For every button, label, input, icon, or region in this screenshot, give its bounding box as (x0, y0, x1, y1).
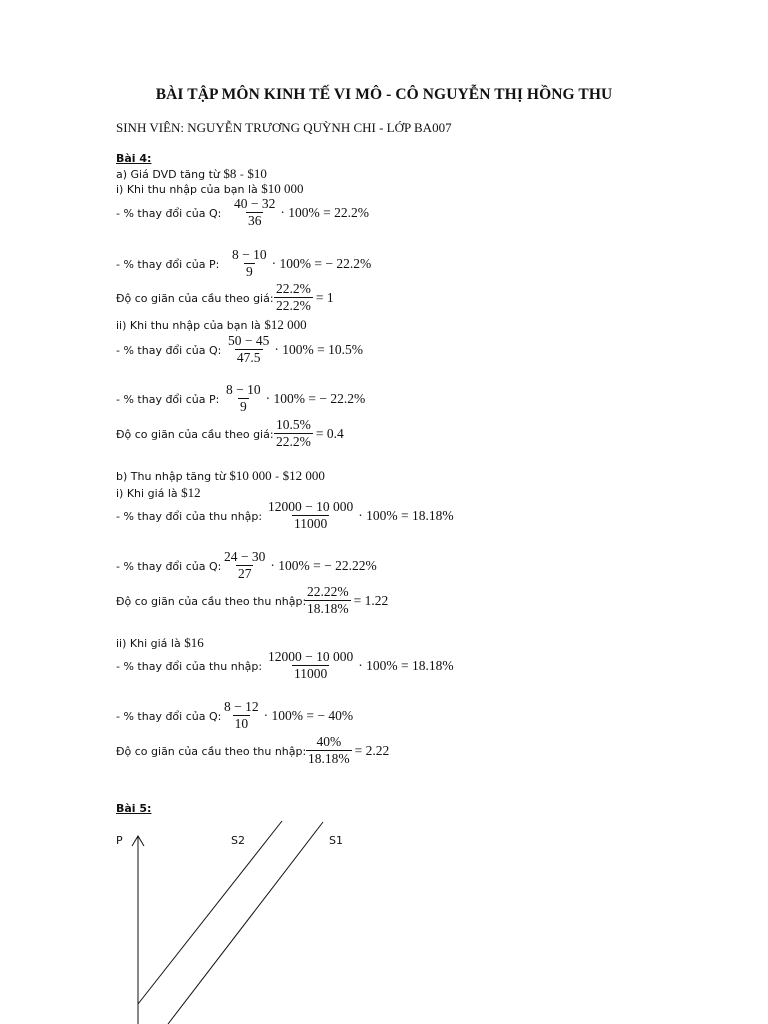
fraction-denominator: 22.2% (276, 434, 311, 449)
bai4-bi-label: i) Khi giá là (116, 487, 178, 500)
bai4-i-label: i) Khi thu nhập của bạn là (116, 183, 258, 196)
fraction-denominator: 11000 (294, 516, 328, 531)
fraction-denominator: 18.18% (308, 751, 350, 766)
fraction-numerator: 22.2% (276, 281, 311, 296)
fraction-numerator: 8 − 10 (232, 247, 267, 262)
equation-result: = 1 (315, 289, 334, 305)
bai4-bi-q-label: - % thay đổi của Q: (116, 560, 222, 573)
fraction-denominator: 10 (234, 716, 249, 731)
curve-label-s2: S2 (231, 834, 245, 847)
equation-result: · 100% = 18.18% (358, 507, 454, 523)
bai4-ii-e-label: Độ co giãn của cầu theo giá: (116, 428, 274, 441)
equation-result: · 100% = − 40% (263, 707, 354, 723)
bai4-ii-label: ii) Khi thu nhập của bạn là (116, 319, 261, 332)
fraction-numerator: 24 − 30 (224, 549, 266, 564)
equation-result: · 100% = 10.5% (274, 341, 363, 357)
bai4-a-from: $8 (223, 166, 237, 181)
fraction-denominator: 36 (247, 213, 262, 228)
fraction-numerator: 10.5% (276, 417, 311, 432)
fraction-numerator: 8 − 10 (226, 382, 261, 397)
bai4-i-e-label: Độ co giãn của cầu theo giá: (116, 292, 274, 305)
bai4-bii-value: $16 (184, 635, 204, 650)
bai4-bii-q-label: - % thay đổi của Q: (116, 710, 222, 723)
fraction-denominator: 11000 (294, 666, 328, 681)
equation-result: = 1.22 (353, 592, 389, 608)
bai4-b-dash: - (271, 470, 283, 483)
bai4-i-value: $10 000 (261, 181, 304, 196)
bai4-a-label: a) Giá DVD tăng từ (116, 168, 220, 181)
fraction-numerator: 12000 − 10 000 (268, 649, 354, 664)
fraction-denominator: 9 (239, 399, 247, 414)
bai5-heading: Bài 5: (116, 802, 152, 815)
axis-label-p: P (116, 834, 123, 847)
fraction-denominator: 9 (245, 264, 253, 279)
equation-result: · 100% = − 22.2% (271, 255, 372, 271)
fraction-numerator: 50 − 45 (228, 333, 270, 348)
bai4-i-p-label: - % thay đổi của P: (116, 258, 220, 271)
bai4-a-to: $10 (247, 166, 267, 181)
fraction-numerator: 22.22% (307, 584, 349, 599)
fraction-denominator: 18.18% (307, 601, 349, 616)
fraction-numerator: 40% (316, 734, 342, 749)
bai4-bi-value: $12 (181, 485, 201, 500)
fraction-numerator: 40 − 32 (234, 196, 276, 211)
bai4-bi-inc-label: - % thay đổi của thu nhập: (116, 510, 263, 523)
bai4-ii-p-label: - % thay đổi của P: (116, 393, 220, 406)
bai4-bii-inc-label: - % thay đổi của thu nhập: (116, 660, 263, 673)
bai4-ii-value: $12 000 (264, 317, 307, 332)
curve-label-s1: S1 (329, 834, 343, 847)
document-title: BÀI TẬP MÔN KINH TẾ VI MÔ - CÔ NGUYỄN THỊ HỒNG THU (155, 86, 613, 103)
bai4-ii-q-label: - % thay đổi của Q: (116, 344, 222, 357)
bai4-heading: Bài 4: (116, 152, 152, 165)
bai4-b-to: $12 000 (282, 468, 325, 483)
bai4-bi-e-label: Độ co giãn của cầu theo thu nhập: (116, 595, 307, 608)
bai4-a-dash: - (236, 168, 248, 181)
bai4-i-q-label: - % thay đổi của Q: (116, 207, 222, 220)
equation-result: = 2.22 (354, 742, 390, 758)
equation-result: · 100% = 18.18% (358, 657, 454, 673)
fraction-denominator: 22.2% (276, 298, 311, 313)
student-info: SINH VIÊN: NGUYỄN TRƯƠNG QUỲNH CHI - LỚP BA007 (116, 120, 452, 135)
bai4-bii-e-label: Độ co giãn của cầu theo thu nhập: (116, 745, 307, 758)
fraction-denominator: 47.5 (236, 350, 261, 365)
fraction-numerator: 8 − 12 (224, 699, 259, 714)
fraction-numerator: 12000 − 10 000 (268, 499, 354, 514)
equation-result: · 100% = − 22.2% (265, 390, 366, 406)
equation-result: = 0.4 (315, 425, 344, 441)
bai4-bii-label: ii) Khi giá là (116, 637, 181, 650)
bai4-b-label: b) Thu nhập tăng từ (116, 470, 226, 483)
equation-result: · 100% = 22.2% (280, 204, 369, 220)
bai4-b-from: $10 000 (229, 468, 272, 483)
s1-curve (168, 822, 323, 1024)
equation-result: · 100% = − 22.22% (270, 557, 377, 573)
s2-curve (138, 821, 282, 1004)
fraction-denominator: 27 (237, 566, 252, 581)
